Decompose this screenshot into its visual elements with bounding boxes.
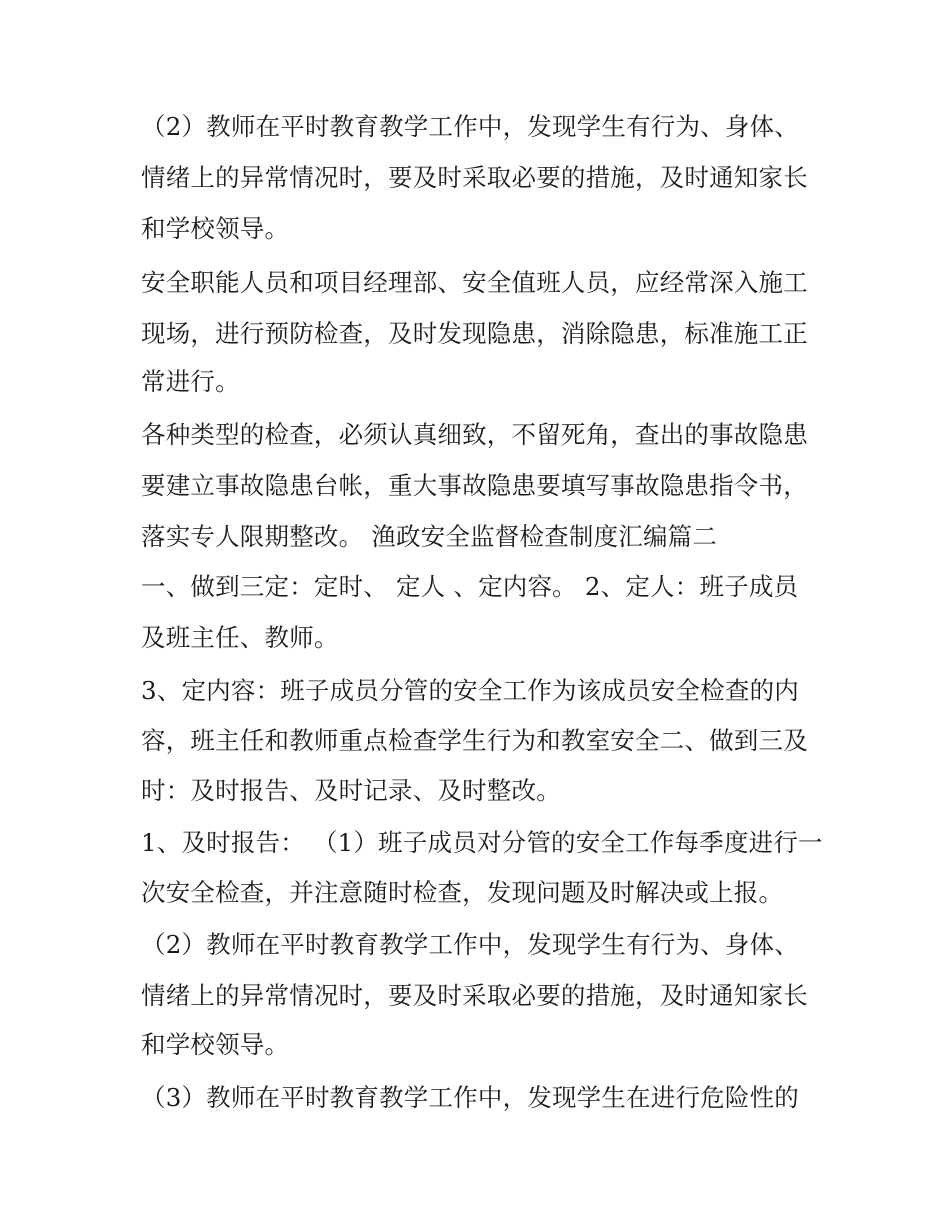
text-line: 常进行。 xyxy=(141,367,240,396)
text-line: 要建立事故隐患台帐，重大事故隐患要填写事故隐患指令书， xyxy=(141,471,808,500)
text-line: 情绪上的异常情况时，要及时采取必要的措施，及时通知家长 xyxy=(141,981,808,1010)
text-line: 容，班主任和教师重点检查学生行为和教室安全二、做到三及 xyxy=(141,726,808,755)
text-line: （3）教师在平时教育教学工作中，发现学生在进行危险性的 xyxy=(141,1083,799,1112)
text-line: 1、及时报告： （1）班子成员对分管的安全工作每季度进行一 xyxy=(141,828,823,857)
text-line: 次安全检查，并注意随时检查，发现问题及时解决或上报。 xyxy=(141,878,784,907)
text-line: 一、做到三定：定时、 定人 、定内容。 2、定人：班子成员 xyxy=(141,572,799,601)
text-line: 和学校领导。 xyxy=(141,1030,290,1059)
text-line: 落实专人限期整改。 渔政安全监督检查制度汇编篇二 xyxy=(141,522,718,551)
text-line: 和学校领导。 xyxy=(141,214,290,243)
text-line: 各种类型的检查，必须认真细致，不留死角，查出的事故隐患 xyxy=(141,420,808,449)
text-line: （2）教师在平时教育教学工作中，发现学生有行为、身体、 xyxy=(141,112,799,141)
text-line: 安全职能人员和项目经理部、安全值班人员，应经常深入施工 xyxy=(141,268,808,297)
text-line: 时：及时报告、及时记录、及时整改。 xyxy=(141,776,561,805)
text-line: （2）教师在平时教育教学工作中，发现学生有行为、身体、 xyxy=(141,930,799,959)
text-line: 情绪上的异常情况时，要及时采取必要的措施，及时通知家长 xyxy=(141,163,808,192)
text-line: 及班主任、教师。 xyxy=(141,623,339,652)
text-line: 3、定内容：班子成员分管的安全工作为该成员安全检查的内 xyxy=(141,676,799,705)
text-line: 现场，进行预防检查，及时发现隐患，消除隐患，标准施工正 xyxy=(141,319,808,348)
